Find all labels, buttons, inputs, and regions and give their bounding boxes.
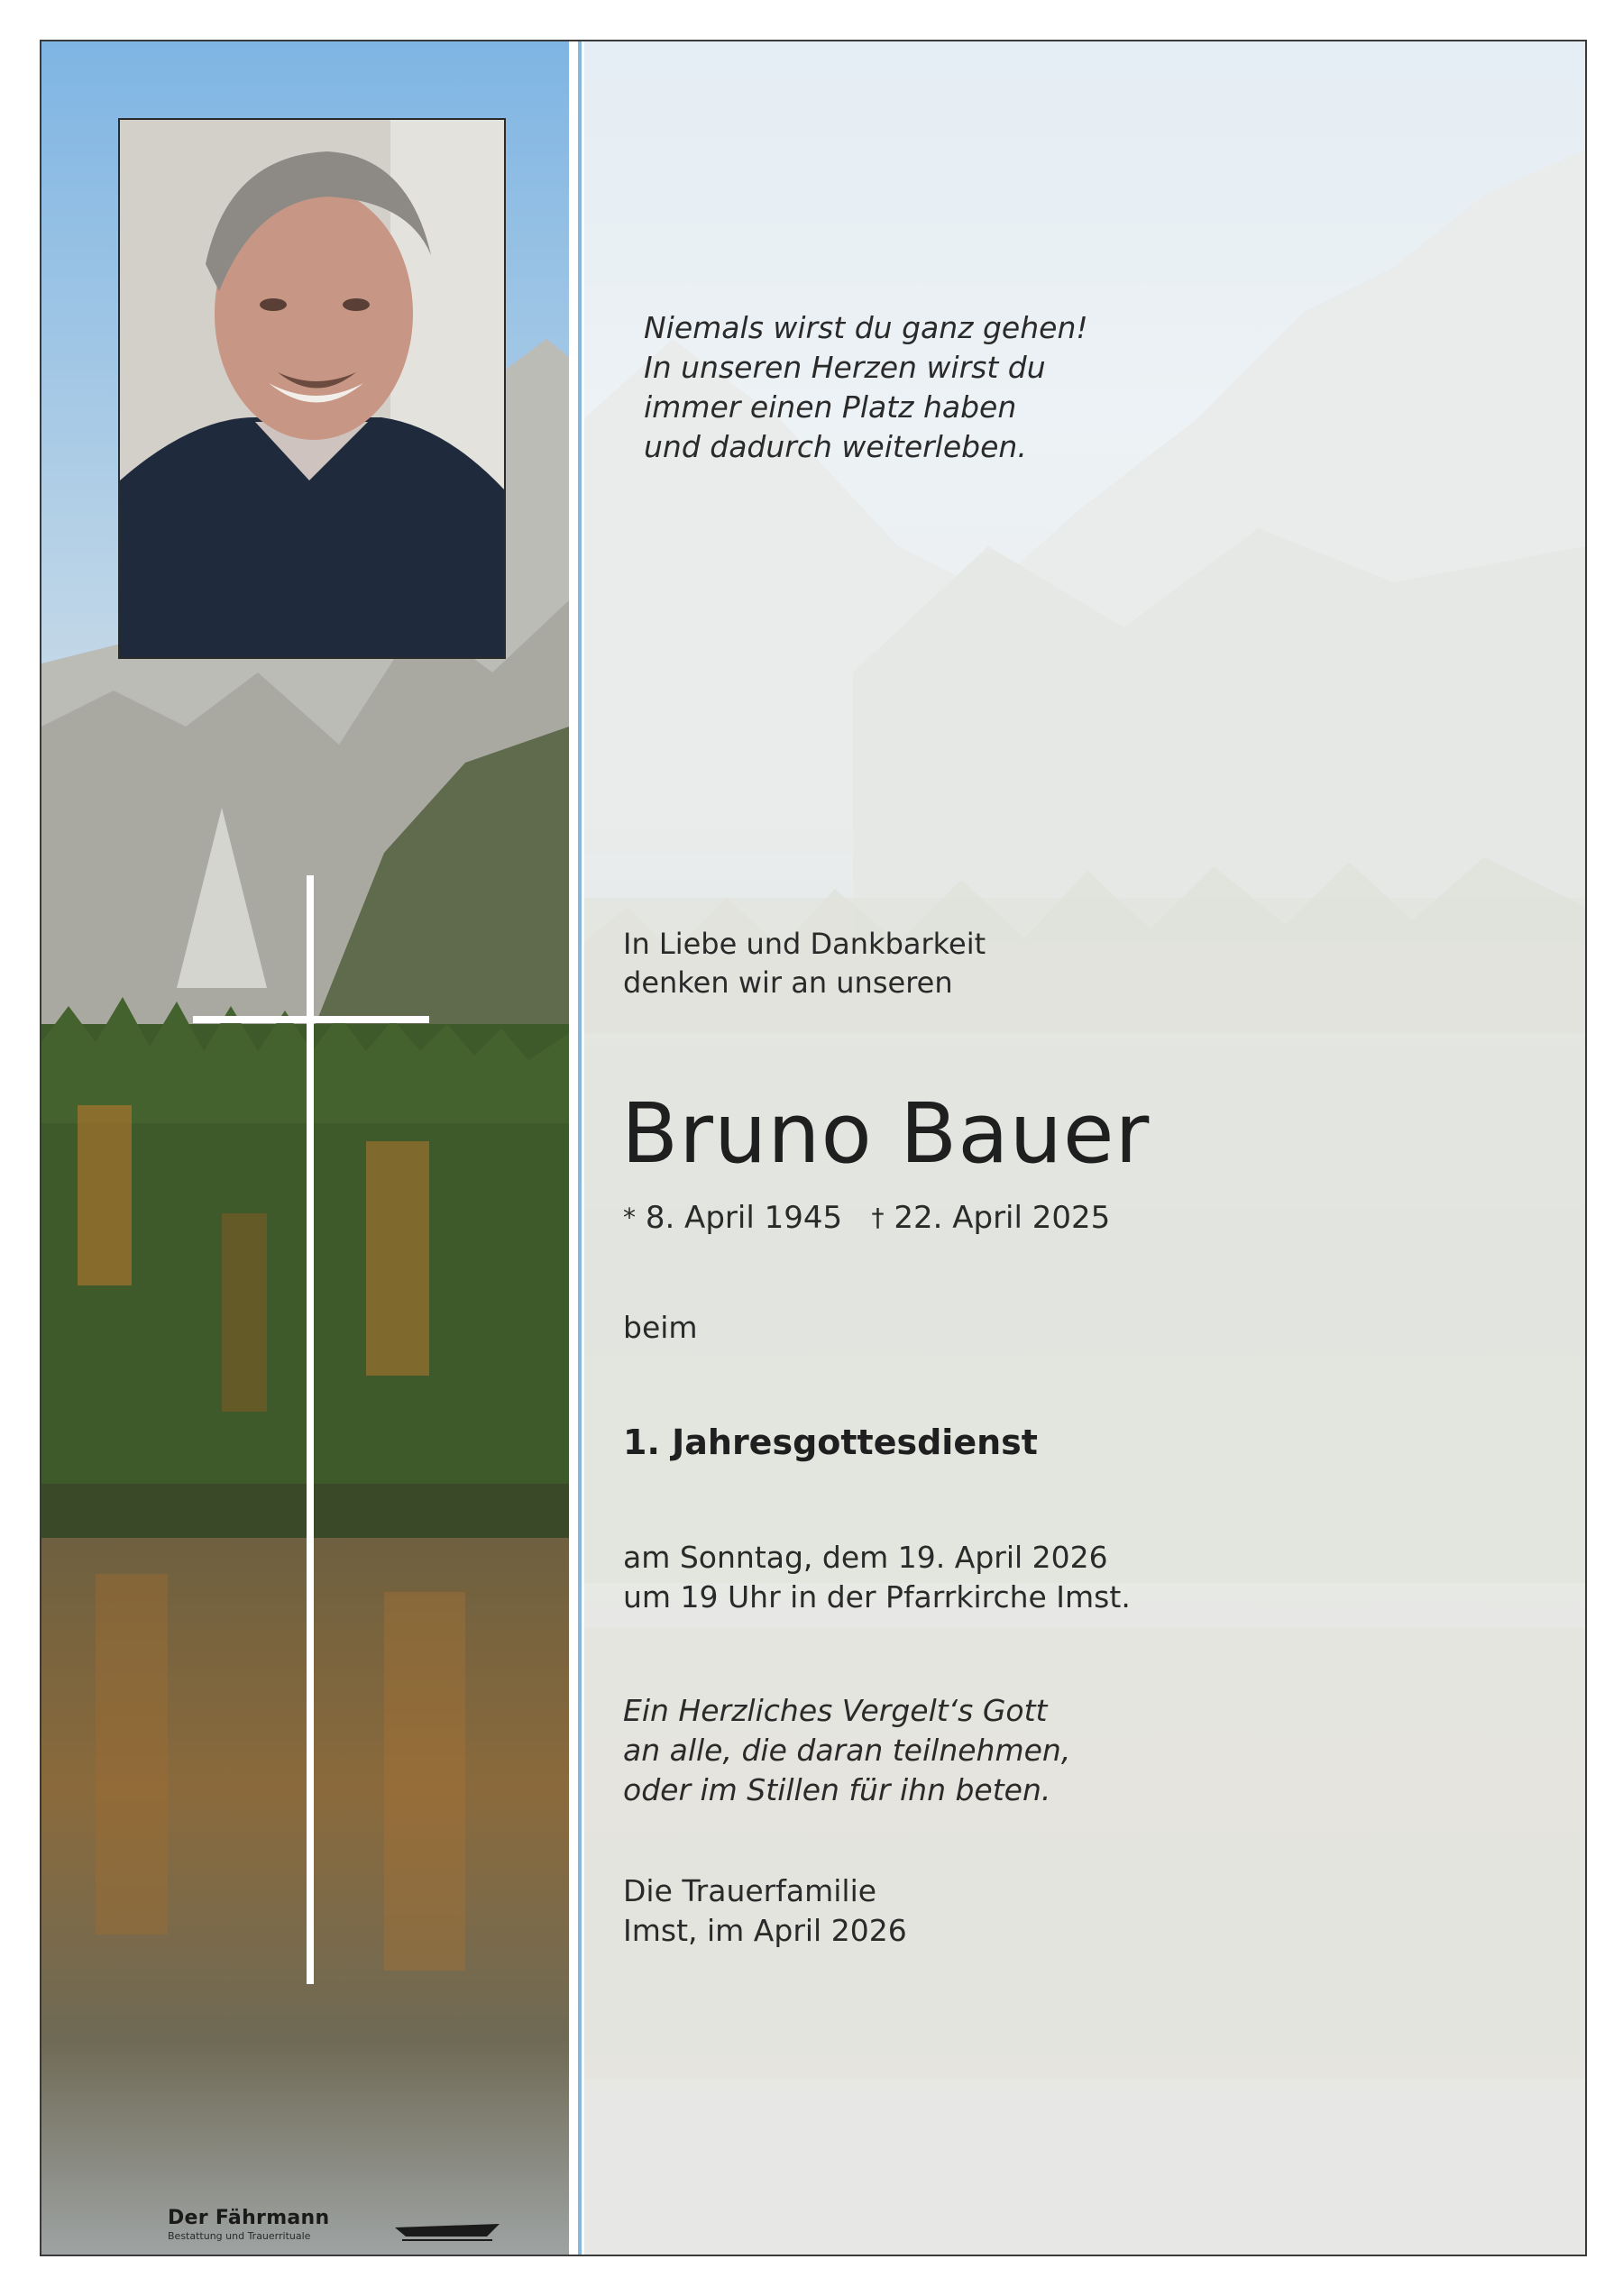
quote-line: Niemals wirst du ganz gehen! xyxy=(644,310,1088,345)
intro-text xyxy=(623,925,986,1002)
cross-vertical-bar xyxy=(307,875,314,1984)
memorial-quote xyxy=(644,308,1088,467)
signature xyxy=(623,1871,907,1951)
service-detail-line: um 19 Uhr in der Pfarrkirche Imst. xyxy=(623,1579,1131,1615)
cross-horizontal-bar xyxy=(193,1016,429,1023)
thanks-line: oder im Stillen für ihn beten. xyxy=(623,1772,1051,1807)
death-symbol: † xyxy=(871,1203,885,1232)
intro-line: In Liebe und Dankbarkeit xyxy=(623,927,986,961)
thanks-text xyxy=(623,1691,1070,1810)
logo-tagline: Bestattung und Trauerrituale xyxy=(168,2230,311,2242)
birth-symbol: * xyxy=(623,1203,636,1232)
service-detail-line: am Sonntag, dem 19. April 2026 xyxy=(623,1540,1108,1575)
quote-line: und dadurch weiterleben. xyxy=(644,429,1027,464)
intro-line: denken wir an unseren xyxy=(623,965,953,1000)
obituary-card xyxy=(40,40,1587,2256)
birth-date: 8. April 1945 xyxy=(645,1200,843,1236)
thanks-line: an alle, die daran teilnehmen, xyxy=(623,1733,1071,1768)
signature-line: Imst, im April 2026 xyxy=(623,1913,907,1948)
logo-name: Der Fährmann xyxy=(168,2207,330,2229)
portrait-photo xyxy=(118,118,506,659)
death-date: 22. April 2025 xyxy=(894,1200,1111,1236)
service-details xyxy=(623,1538,1131,1617)
life-dates xyxy=(623,1198,1110,1238)
divider-highlight xyxy=(582,41,584,2255)
divider-white xyxy=(569,41,578,2255)
service-title: 1. Jahresgottesdienst xyxy=(623,1422,1038,1462)
funeral-home-logo xyxy=(168,2207,329,2242)
quote-line: immer einen Platz haben xyxy=(644,389,1017,425)
signature-line: Die Trauerfamilie xyxy=(623,1873,877,1908)
thanks-line: Ein Herzliches Vergelt‘s Gott xyxy=(623,1693,1048,1728)
quote-line: In unseren Herzen wirst du xyxy=(644,350,1046,385)
beim-text: beim xyxy=(623,1310,698,1345)
deceased-name: Bruno Bauer xyxy=(621,1085,1151,1182)
boat-icon xyxy=(393,2217,501,2244)
